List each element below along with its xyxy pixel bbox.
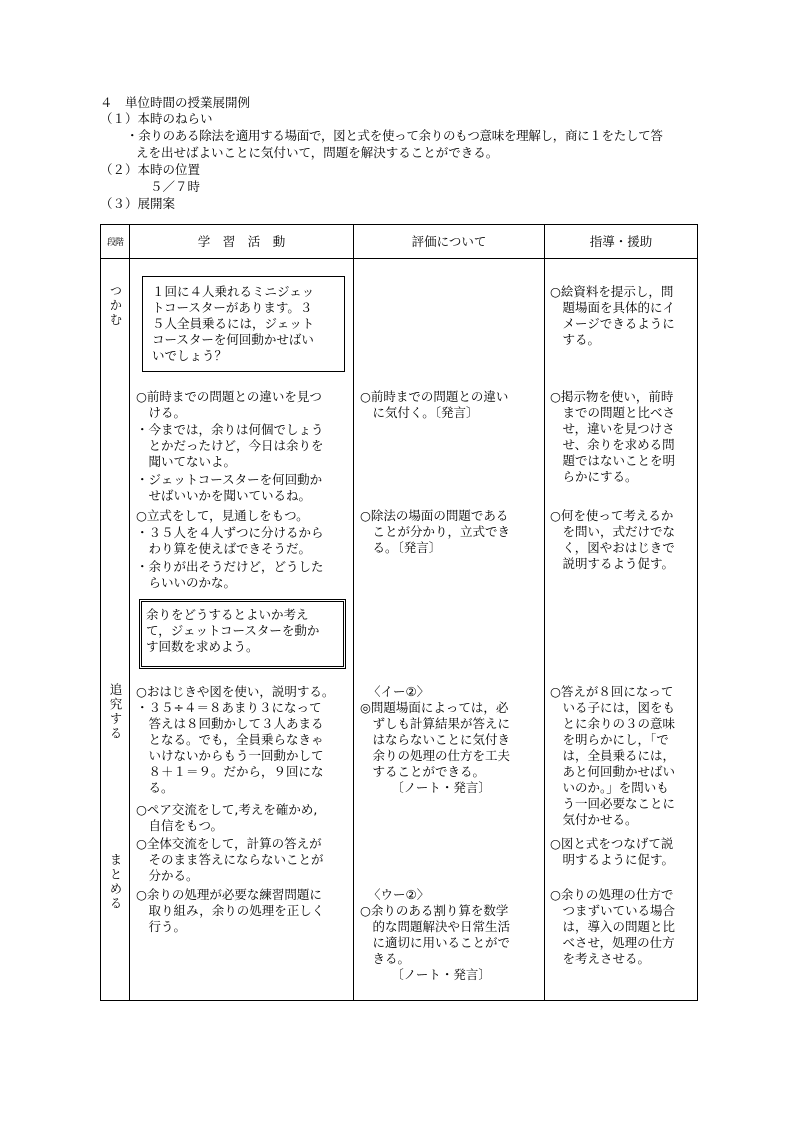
activity-a8: ○ペア交流をして,考えを確かめ, 自信をもつ。: [136, 802, 318, 833]
activity-a1: ○前時までの問題との違いを見つ ける。: [136, 389, 322, 420]
header-activity: 学 習 活 動: [130, 225, 354, 259]
evaluation-cell: [354, 259, 545, 1001]
evaluation-e1: ○前時までの問題との違い に気付く。〔発言〕: [360, 389, 509, 420]
activity-a10: ○余りの処理が必要な練習問題に 取り組み，余りの処理を正しく 行う。: [136, 887, 325, 934]
table-header-row: [101, 225, 698, 259]
header-guidance: 指導・援助: [545, 225, 698, 259]
activity-a9: ○全体交流をして，計算の答えが そのまま答えにならないことが 分かる。: [136, 836, 324, 883]
header-evaluation: 評価について: [354, 225, 545, 259]
problem-line: コースターを何回動かせばい: [152, 332, 314, 347]
plan-heading: （３）展開案: [100, 196, 176, 211]
problem-line: ５人全員乗るには，ジェット: [152, 316, 315, 331]
aim-heading: （１）本時のねらい: [100, 111, 213, 126]
stage-matomeru: まとめる: [108, 853, 123, 911]
guidance-cell: [545, 259, 698, 1001]
activity-cell: [130, 259, 354, 1001]
evaluation-e4: 〈ウー②〉 ○余りのある割り算を数学 的な問題解決や日常生活 に適切に用いることがで きる。 〔ノート・発言〕: [360, 887, 511, 982]
position-heading: （２）本時の位置: [100, 162, 201, 177]
header-stage: 段階: [101, 225, 130, 259]
guidance-g2: ○掲示物を使い，前時 までの問題と比べさ せ，違いを見つけさ せ、余りを求める問 題ではないことを明 らかにする。: [550, 389, 676, 484]
activity-a7: ○おはじきや図を使い，説明する。 ・３５÷４＝８あまり３になって 答えは８回動かして３人あまる となる。でも，全員乗らなきゃ いけないからもう一回動かして ８＋１＝９。だから，９回にな る。: [136, 684, 335, 795]
task-line: 余りをどうするとよいか考え: [146, 607, 309, 622]
task-box: [139, 599, 346, 669]
stage-tsukamu: つかむ: [108, 284, 123, 328]
guidance-g5: ○図と式をつなげて説 明するように促す。: [550, 836, 675, 867]
activity-a3: ・ジェットコースターを何回動か せばいいかを聞いているね。: [136, 472, 323, 503]
evaluation-e3: 〈イー②〉 ◎問題場面によっては，必 ずしも計算結果が答えに はならないことに気付き 余りの処理の仕方を工夫 することができる。 〔ノート・発言〕: [360, 684, 511, 795]
guidance-g3: ○何を使って考えるか を問い，式だけでな く，図やおはじきで 説明するよう促す。: [550, 508, 676, 571]
activity-a5: ・３５人を４人ずつに分けるから わり算を使えばできそうだ。: [136, 525, 324, 556]
lesson-plan-table: [100, 224, 698, 1001]
problem-box: [142, 276, 345, 372]
problem-line: １回に４人乗れるミニジェッ: [152, 284, 315, 299]
position-value: ５／７時: [150, 179, 201, 194]
table-body-row: [101, 259, 698, 1001]
activity-a4: ○立式をして，見通しをもつ。: [136, 508, 309, 523]
aim-line-2: えを出せばよいことに気付いて，問題を解決することができる。: [136, 145, 499, 160]
activity-a2: ・今までは，余りは何個でしょう とかだったけど，今日は余りを 聞いてないよ。: [136, 422, 324, 469]
guidance-g4: ○答えが８回になって いる子には，図をも とに余りの３の意味 を明らかにし，「で は，全員乗るには， あと何回動かせばい いのか。」を問いも う一回必要なことに 気付かせる。: [550, 684, 676, 827]
section-title: ４ 単位時間の授業展開例: [100, 95, 251, 110]
problem-line: トコースターがあります。３: [152, 300, 313, 315]
aim-line-1: ・余りのある除法を適用する場面で，図と式を使って余りのもつ意味を理解し，商に１をたして答: [126, 128, 663, 143]
problem-line: いでしょう？: [152, 348, 228, 363]
guidance-g6: ○余りの処理の仕方で つまずいている場合 は，導入の問題と比 べさせ，処理の仕方 を考えさせる。: [550, 887, 676, 966]
evaluation-e2: ○除法の場面の問題である ことが分かり，立式でき る。〔発言〕: [360, 508, 511, 555]
stage-cell: [101, 259, 130, 1001]
task-line: す回数を求めよう。: [146, 639, 259, 654]
task-line: て，ジェットコースターを動か: [146, 623, 320, 638]
stage-tsuikyu: 追究する: [108, 683, 123, 741]
activity-a6: ・余りが出そうだけど，どうした らいいのかな。: [136, 559, 324, 590]
guidance-g1: ○絵資料を提示し，問 題場面を具体的にイ メージできるように する。: [550, 284, 676, 347]
